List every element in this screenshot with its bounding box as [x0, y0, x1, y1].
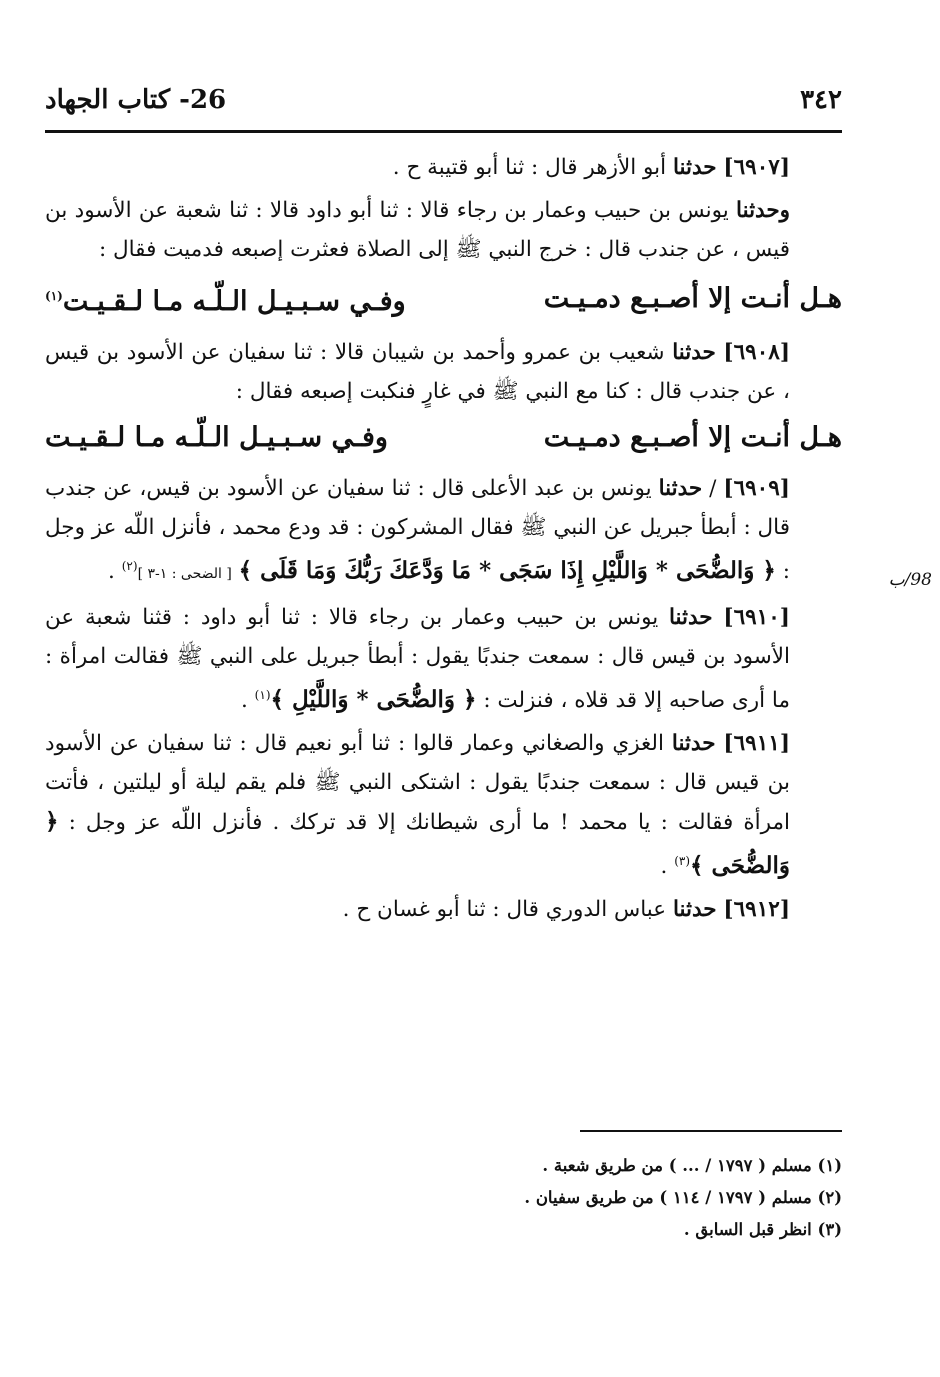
footnote-3: (٣) انظر قبل السابق .	[683, 1220, 842, 1239]
footnote-marker: (١)	[45, 289, 63, 303]
sentence-end: .	[660, 854, 668, 880]
hadith-keyword: حدثنا	[672, 155, 717, 180]
hadith-text: يونس بن عبد الأعلى قال : ثنا سفيان عن الأسود بن قيس، عن جندب قال : أبطأ جبريل عن النبي ﷺ فقال المشركون : قد ودع محمد ، فأنزل اللّه عز وجل :	[45, 476, 790, 585]
hadith-keyword: حدثنا	[658, 476, 703, 501]
hadith-keyword: حدثنا	[671, 731, 716, 757]
chapter-title: 26- كتاب الجهاد	[45, 85, 227, 115]
quran-verse: ﴿ وَالضُّحَى * وَاللَّيْلِ ﴾	[270, 686, 477, 714]
page-header	[45, 78, 842, 122]
hadith-number: [٦٩٠٩]	[723, 476, 790, 501]
margin-folio-note: 98/ب	[888, 570, 932, 590]
hadith-number: [٦٩١١]	[723, 731, 790, 757]
verse-first-hemistich: هـل أنـت إلا أصـبـع دمـيـت	[543, 283, 842, 314]
quran-verse: ﴿ وَالضُّحَى * وَاللَّيْلِ إِذَا سَجَى * مَا وَدَّعَكَ رَبُّكَ وَمَا قَلَى ﴾	[238, 557, 776, 585]
footnotes	[45, 1150, 842, 1246]
footnote-marker: (٢)	[121, 559, 138, 573]
hadith-number: [٦٩٠٨]	[723, 340, 790, 365]
verse-second-hemistich: وفـي سـبـيـل الـلّـه مـا لـقـيـت	[45, 422, 388, 453]
hadith-keyword: حدثنا	[672, 897, 717, 923]
footnote-rule	[580, 1130, 842, 1132]
hadith-number: [٦٩٠٧]	[723, 155, 790, 180]
hadith-text: أبو الأزهر قال : ثنا أبو قتيبة ح .	[392, 155, 667, 180]
folio-slash: /	[709, 476, 717, 501]
hadith-6907	[45, 148, 842, 187]
hadith-text: يونس بن حبيب وعمار بن رجاء قالا : ثنا أبو داود قالا : ثنا شعبة عن الأسود بن قيس ، عن جندب قال : خرج النبي ﷺ إلى الصلاة فعثرت إصبعه فدميت فقال :	[45, 198, 790, 262]
hadith-6909	[45, 469, 842, 594]
hadith-text: عباس الدوري قال : ثنا أبو غسان ح .	[342, 897, 667, 923]
sentence-end: .	[240, 688, 248, 714]
poem-verse-2	[45, 415, 842, 461]
page-number: ٣٤٢	[800, 85, 842, 115]
hadith-6908	[45, 333, 842, 411]
hadith-number: [٦٩١٢]	[723, 897, 790, 923]
hadith-number: [٦٩١٠]	[723, 605, 790, 631]
page-body	[45, 148, 842, 933]
hadith-text: شعيب بن عمرو وأحمد بن شيبان قالا : ثنا سفيان عن الأسود بن قيس ، عن جندب قال : كنا مع النبي ﷺ في غارٍ فنكبت إصبعه فقال :	[45, 340, 790, 404]
quran-verse: ﴿ وَالضُّحَى ﴾	[45, 808, 790, 880]
footnote-1: (١) مسلم ( ١٧٩٧ / ... ) من طريق شعبة .	[542, 1156, 842, 1175]
hadith-text: الغزي والصغاني وعمار قالوا : ثنا أبو نعيم قال : ثنا سفيان عن الأسود بن قيس قال : سمعت جندبًا يقول : اشتكى النبي ﷺ فلم يقم ليلة أو ليلتين ، فأتت امرأة فقالت : يا محمد ! ما أرى شيطانك إلا قد تركك . فأنزل اللّه عز وجل :	[45, 731, 790, 836]
sentence-end: .	[108, 559, 115, 585]
hadith-keyword: وحدثنا	[736, 198, 791, 223]
hadith-6907-chain	[45, 191, 842, 269]
hadith-keyword: حدثنا	[672, 340, 716, 365]
hadith-keyword: حدثنا	[668, 605, 713, 631]
verse-second-hemistich: وفـي سـبـيـل الـلّـه مـا لـقـيـت	[62, 286, 406, 317]
footnote-2: (٢) مسلم ( ١٧٩٧ / ١١٤ ) من طريق سفيان .	[524, 1188, 842, 1207]
quran-reference: [ الضحى : ١-٣ ]	[137, 566, 232, 583]
hadith-6912	[45, 890, 842, 929]
hadith-text: يونس بن حبيب وعمار بن رجاء قالا : ثنا أبو داود : قثنا شعبة عن الأسود بن قيس قال : سمعت جندبًا يقول : أبطأ جبريل على النبي ﷺ فقالت امرأة : ما أرى صاحبه إلا قد قلاه ، فنزلت :	[45, 605, 790, 714]
hadith-6910	[45, 598, 842, 720]
verse-first-hemistich: هـل أنـت إلا أصـبـع دمـيـت	[543, 422, 842, 453]
hadith-6911	[45, 724, 842, 886]
poem-verse-1	[45, 273, 842, 325]
header-rule	[45, 130, 842, 133]
footnote-marker: (١)	[254, 688, 271, 703]
footnote-marker: (٣)	[674, 854, 691, 869]
